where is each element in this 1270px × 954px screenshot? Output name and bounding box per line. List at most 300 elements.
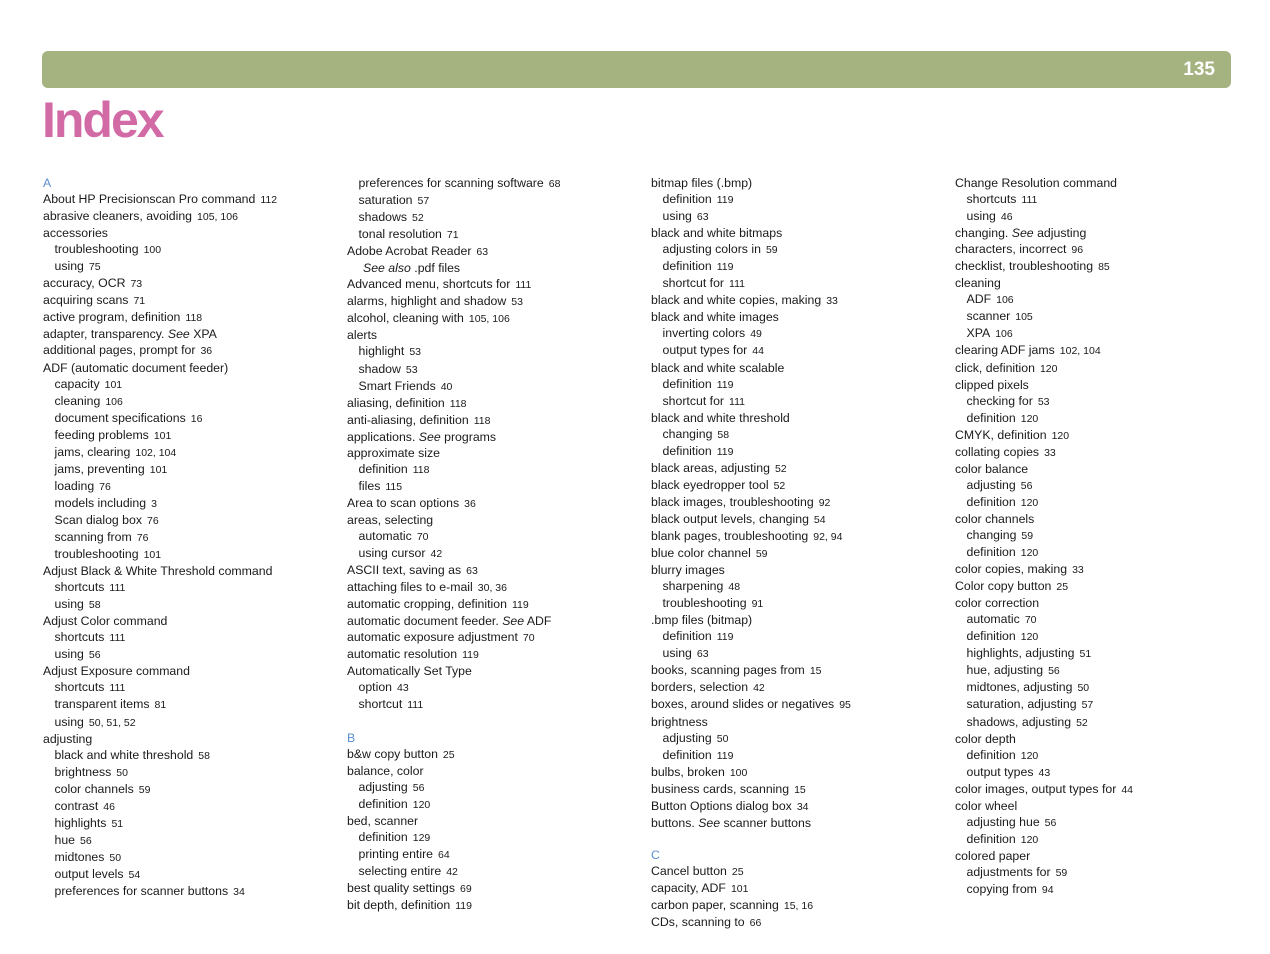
page-reference: 56 (88, 649, 101, 662)
index-entry (651, 309, 947, 325)
index-subentry (651, 393, 947, 410)
entry-term: attaching files to e-mail (347, 580, 473, 595)
page-reference: 59 (138, 783, 151, 796)
index-entry (651, 880, 947, 897)
index-subentry (651, 426, 947, 443)
page-reference: 120 (1020, 749, 1039, 762)
entry-term: Automatically Set Type (347, 664, 472, 679)
page-reference: 54 (128, 868, 141, 881)
entry-term: .bmp files (bitmap) (651, 613, 753, 628)
entry-term: changing (966, 527, 1017, 542)
page-reference: 76 (99, 480, 111, 493)
index-entry (43, 360, 339, 376)
entry-term: definition (966, 747, 1016, 762)
index-entry (347, 395, 643, 412)
index-entry (347, 629, 643, 646)
entry-term: Adobe Acrobat Reader (347, 244, 472, 259)
entry-term: adjusting colors in (662, 242, 761, 257)
entry-term: shortcut for (662, 276, 725, 291)
index-subentry (347, 175, 643, 192)
page-reference: 91 (751, 598, 764, 611)
page-reference: 119 (716, 445, 734, 458)
entry-term: clipped pixels (955, 377, 1029, 392)
page-reference: 44 (752, 345, 764, 358)
page-reference: 50 (716, 732, 729, 745)
see-target: adjusting (1037, 226, 1087, 241)
page-reference: 58 (717, 428, 730, 441)
entry-term: bitmap files (.bmp) (651, 176, 753, 190)
index-entry (651, 477, 947, 494)
page-reference: 120 (1020, 547, 1039, 560)
entry-term: definition (358, 829, 408, 844)
page-reference: 59 (1055, 866, 1068, 879)
index-subentry (955, 208, 1251, 225)
page-reference: 118 (473, 414, 491, 427)
index-entry (347, 429, 643, 445)
page-reference: 54 (813, 513, 826, 526)
entry-term: CMYK, definition (955, 427, 1047, 442)
index-subentry (43, 747, 339, 764)
entry-term: adjusting (662, 730, 712, 745)
entry-term: color wheel (955, 798, 1018, 813)
entry-term: definition (966, 545, 1016, 560)
entry-term: shortcuts (54, 680, 105, 695)
entry-term: color correction (955, 596, 1040, 611)
entry-term: midtones (54, 849, 105, 864)
page-reference: 25 (1056, 581, 1069, 594)
page-reference: 50 (116, 766, 128, 779)
index-subentry (347, 545, 643, 562)
page-reference: 36 (464, 497, 476, 510)
page-reference: 112 (260, 194, 278, 207)
index-column-2 (347, 175, 643, 914)
entry-term: blurry images (651, 563, 725, 578)
page-reference: 120 (1020, 631, 1039, 644)
page-reference: 95 (839, 699, 851, 712)
entry-term: inverting colors (662, 326, 746, 341)
entry-term: using (54, 259, 84, 274)
index-entry (955, 444, 1251, 461)
index-letter-heading: C (651, 847, 660, 862)
page-reference: 59 (755, 548, 768, 561)
page-reference: 46 (103, 800, 115, 813)
index-subentry (347, 696, 643, 713)
index-entry (651, 714, 947, 730)
page-reference: 64 (438, 848, 450, 861)
entry-term: saturation (358, 193, 413, 208)
index-entry (955, 848, 1251, 864)
index-entry (651, 528, 947, 545)
page-reference: 120 (412, 798, 431, 811)
index-entry (43, 309, 339, 326)
page-reference: 44 (1121, 783, 1133, 796)
entry-term: shadow (358, 361, 401, 376)
index-subentry (651, 342, 947, 359)
page-reference: 118 (449, 397, 467, 410)
index-entry (43, 191, 339, 208)
page-reference: 105 (1015, 311, 1033, 324)
page-reference: 33 (826, 295, 838, 308)
entry-term: tonal resolution (358, 227, 442, 242)
see-target: .pdf files (414, 261, 461, 276)
index-entry (347, 327, 643, 343)
page-reference: 66 (749, 917, 762, 930)
entry-term: black output levels, changing (651, 511, 809, 526)
index-subentry (43, 427, 339, 444)
index-subentry (43, 495, 339, 512)
page-reference: 3 (151, 497, 157, 510)
entry-term: automatic document feeder. (347, 614, 499, 629)
index-entry (651, 225, 947, 241)
page-reference: 56 (1044, 816, 1057, 829)
entry-term: active program, definition (43, 310, 181, 325)
index-column-4 (955, 175, 1251, 898)
entry-term: CDs, scanning to (651, 915, 745, 930)
index-entry (955, 342, 1251, 359)
page-reference: 70 (416, 530, 429, 543)
entry-term: colored paper (955, 848, 1031, 863)
entry-term: Cancel button (651, 863, 727, 878)
index-entry (651, 494, 947, 511)
entry-term: cleaning (955, 276, 1001, 291)
entry-term: highlights, adjusting (966, 646, 1075, 661)
index-subentry (347, 846, 643, 863)
header-bar (42, 51, 1231, 88)
entry-term: alcohol, cleaning with (347, 311, 464, 326)
index-subentry (347, 260, 643, 276)
entry-term: loading (54, 478, 95, 493)
page-reference: 25 (442, 748, 455, 761)
index-entry (651, 562, 947, 578)
page-reference: 59 (1021, 529, 1034, 542)
page-reference: 100 (143, 244, 162, 257)
see-reference: See (698, 815, 721, 830)
page-reference: 42 (430, 548, 443, 561)
page-reference: 119 (455, 900, 472, 913)
entry-term: balance, color (347, 763, 424, 778)
entry-term: automatic resolution (347, 647, 458, 662)
entry-term: automatic exposure adjustment (347, 630, 518, 645)
entry-term: alerts (347, 328, 378, 343)
page-reference: 115 (385, 480, 403, 493)
page-reference: 53 (1037, 395, 1050, 408)
entry-term: automatic (966, 612, 1020, 627)
entry-term: definition (662, 747, 712, 762)
entry-term: definition (358, 796, 408, 811)
entry-term: color balance (955, 461, 1029, 476)
index-subentry (651, 275, 947, 292)
page-reference: 52 (1076, 716, 1088, 729)
index-entry (347, 310, 643, 327)
page-reference: 63 (466, 565, 478, 578)
page-reference: 33 (1044, 446, 1056, 459)
entry-term: black and white copies, making (651, 293, 822, 308)
index-entry (651, 360, 947, 376)
entry-term: adjusting hue (966, 814, 1040, 829)
index-subentry (651, 443, 947, 460)
page-reference: 51 (1079, 648, 1092, 661)
entry-term: clearing ADF jams (955, 343, 1055, 358)
entry-term: changing. (955, 226, 1009, 241)
entry-term: color copies, making (955, 562, 1068, 577)
index-column-1 (43, 175, 339, 900)
page-number: 135 (1183, 59, 1215, 80)
page-reference: 49 (750, 328, 762, 341)
page-reference: 71 (446, 229, 459, 242)
index-subentry (347, 679, 643, 696)
entry-term: Smart Friends (358, 378, 436, 393)
entry-term: business cards, scanning (651, 781, 790, 796)
page-reference: 100 (729, 766, 748, 779)
entry-term: black and white threshold (651, 410, 790, 425)
entry-term: applications. (347, 429, 416, 444)
entry-term: scanner (966, 309, 1011, 324)
entry-term: ADF (966, 292, 992, 307)
page-reference: 53 (511, 296, 523, 309)
entry-term: midtones, adjusting (966, 680, 1073, 695)
index-entry (43, 225, 339, 241)
index-entry (43, 342, 339, 359)
index-entry (651, 798, 947, 815)
entry-term: black eyedropper tool (651, 477, 769, 492)
page-reference: 53 (409, 346, 421, 359)
entry-term: aliasing, definition (347, 395, 445, 410)
page-reference: 15 (794, 783, 806, 796)
entry-term: blue color channel (651, 546, 751, 561)
page-reference: 63 (696, 211, 709, 224)
index-subentry (347, 378, 643, 395)
page-reference: 94 (1041, 883, 1054, 896)
index-subentry (43, 241, 339, 258)
page-reference: 111 (407, 699, 424, 712)
page-reference: 51 (111, 817, 124, 830)
page-reference: 59 (765, 244, 778, 257)
index-subentry (955, 881, 1251, 898)
index-entry (955, 511, 1251, 527)
page-reference: 120 (1020, 412, 1039, 425)
index-entry (651, 815, 947, 831)
index-entry (651, 781, 947, 798)
index-entry (651, 764, 947, 781)
page-reference: 50 (1077, 682, 1090, 695)
page-reference: 101 (104, 378, 123, 391)
entry-term: Adjust Exposure command (43, 664, 190, 679)
entry-term: black and white threshold (54, 747, 194, 762)
page-reference: 101 (149, 463, 168, 476)
index-entry (651, 545, 947, 562)
entry-term: brightness (54, 764, 112, 779)
entry-term: accessories (43, 226, 108, 241)
index-entry (955, 595, 1251, 611)
entry-term: buttons. (651, 815, 695, 830)
page-reference: 96 (1071, 244, 1084, 257)
index-entry (955, 578, 1251, 595)
entry-term: using (662, 646, 692, 661)
entry-term: ADF (automatic document feeder) (43, 360, 229, 375)
see-reference: See (418, 429, 441, 444)
index-subentry (43, 258, 339, 275)
page-reference: 34 (233, 885, 245, 898)
index-subentry (43, 461, 339, 478)
entry-term: checking for (966, 393, 1033, 408)
entry-term: hue (54, 832, 76, 847)
index-subentry (955, 864, 1251, 881)
index-entry (43, 731, 339, 747)
page-reference: 57 (1081, 699, 1094, 712)
entry-term: cleaning (54, 393, 101, 408)
entry-term: preferences for scanning software (358, 176, 544, 190)
index-subentry (955, 477, 1251, 494)
page-reference: 40 (440, 380, 453, 393)
index-subentry (651, 258, 947, 275)
index-entry (43, 208, 339, 225)
index-entry (955, 360, 1251, 377)
index-subentry (347, 863, 643, 880)
entry-term: checklist, troubleshooting (955, 259, 1094, 274)
index-entry (347, 579, 643, 596)
index-subentry (43, 866, 339, 883)
index-subentry (955, 662, 1251, 679)
index-subentry (955, 831, 1251, 848)
entry-term: option (358, 680, 393, 695)
page-reference: 25 (731, 865, 744, 878)
entry-term: adjustments for (966, 864, 1051, 879)
index-entry (347, 880, 643, 897)
index-entry (955, 461, 1251, 477)
index-subentry (651, 376, 947, 393)
entry-term: selecting entire (358, 863, 442, 878)
entry-term: anti-aliasing, definition (347, 412, 469, 427)
index-subentry (955, 696, 1251, 713)
index-entry (43, 326, 339, 342)
index-subentry (955, 747, 1251, 764)
page-reference: 118 (185, 312, 203, 325)
entry-term: hue, adjusting (966, 663, 1044, 678)
page-reference: 111 (729, 395, 745, 408)
page-reference: 111 (515, 279, 532, 292)
page-reference: 63 (696, 648, 709, 661)
entry-term: bit depth, definition (347, 898, 451, 913)
page-reference: 30, 36 (477, 582, 507, 595)
entry-term: shadows (358, 210, 408, 225)
page-reference: 50 (109, 851, 122, 864)
index-subentry (955, 645, 1251, 662)
index-entry (955, 275, 1251, 291)
entry-term: using (54, 597, 84, 612)
page-reference: 52 (412, 212, 424, 225)
page-reference: 106 (996, 294, 1014, 307)
index-entry (651, 679, 947, 696)
entry-term: models including (54, 495, 147, 510)
index-subentry (651, 325, 947, 342)
index-entry (347, 276, 643, 293)
index-subentry (43, 781, 339, 798)
index-entry (347, 445, 643, 461)
index-subentry (347, 528, 643, 545)
page-reference: 119 (716, 261, 734, 274)
page-reference: 33 (1072, 564, 1084, 577)
see-target: XPA (193, 327, 217, 342)
index-entry (347, 746, 643, 763)
page-reference: 101 (143, 549, 162, 562)
page-reference: 70 (522, 632, 535, 645)
index-subentry (43, 393, 339, 410)
index-subentry (651, 628, 947, 645)
entry-term: click, definition (955, 360, 1035, 375)
page-title: Index (42, 92, 163, 148)
entry-term: characters, incorrect (955, 242, 1067, 257)
entry-term: approximate size (347, 445, 440, 460)
index-entry (347, 613, 643, 629)
entry-term: accuracy, OCR (43, 276, 126, 291)
page-reference: 42 (753, 682, 765, 695)
entry-term: printing entire (358, 846, 434, 861)
entry-term: definition (966, 831, 1016, 846)
page-reference: 102, 104 (1059, 345, 1101, 358)
index-subentry (955, 764, 1251, 781)
index-subentry (651, 730, 947, 747)
entry-term: color channels (54, 781, 134, 796)
index-subentry (651, 578, 947, 595)
index-subentry (43, 596, 339, 613)
page-reference: 105, 106 (197, 211, 238, 224)
index-subentry (955, 814, 1251, 831)
page-reference: 119 (716, 378, 734, 391)
page-reference: 52 (774, 462, 787, 475)
entry-term: sharpening (662, 579, 724, 594)
see-target: scanner buttons (723, 815, 812, 830)
entry-term: bulbs, broken (651, 764, 725, 779)
page-reference: 42 (446, 865, 458, 878)
page-reference: 129 (412, 831, 431, 844)
entry-term: best quality settings (347, 880, 456, 895)
entry-term: Color copy button (955, 579, 1052, 594)
entry-term: definition (966, 494, 1016, 509)
index-subentry (955, 325, 1251, 342)
entry-term: saturation, adjusting (966, 697, 1077, 712)
index-entry (347, 646, 643, 663)
page-reference: 75 (88, 261, 101, 274)
index-subentry (955, 410, 1251, 427)
entry-term: Scan dialog box (54, 512, 143, 527)
page-reference: 102, 104 (135, 446, 177, 459)
entry-term: black and white bitmaps (651, 226, 783, 241)
page-reference: 58 (88, 599, 101, 612)
index-entry (651, 410, 947, 426)
entry-term: automatic cropping, definition (347, 597, 507, 612)
page-reference: 56 (80, 834, 92, 847)
index-subentry (955, 308, 1251, 325)
entry-term: collating copies (955, 444, 1040, 459)
index-subentry (955, 679, 1251, 696)
entry-term: jams, preventing (54, 461, 145, 476)
entry-term: document specifications (54, 410, 186, 425)
see-reference: See (502, 614, 525, 629)
index-subentry (43, 629, 339, 646)
entry-term: Adjust Color command (43, 614, 168, 629)
entry-term: troubleshooting (54, 242, 139, 257)
page-reference: 120 (1020, 833, 1039, 846)
entry-term: XPA (966, 326, 991, 341)
index-entry (955, 377, 1251, 393)
index-entry (651, 914, 947, 931)
entry-term: capacity, ADF (651, 880, 726, 895)
index-subentry (43, 815, 339, 832)
see-reference: See (1011, 226, 1034, 241)
entry-term: contrast (54, 798, 99, 813)
index-subentry (43, 849, 339, 866)
page-reference: 52 (773, 479, 786, 492)
